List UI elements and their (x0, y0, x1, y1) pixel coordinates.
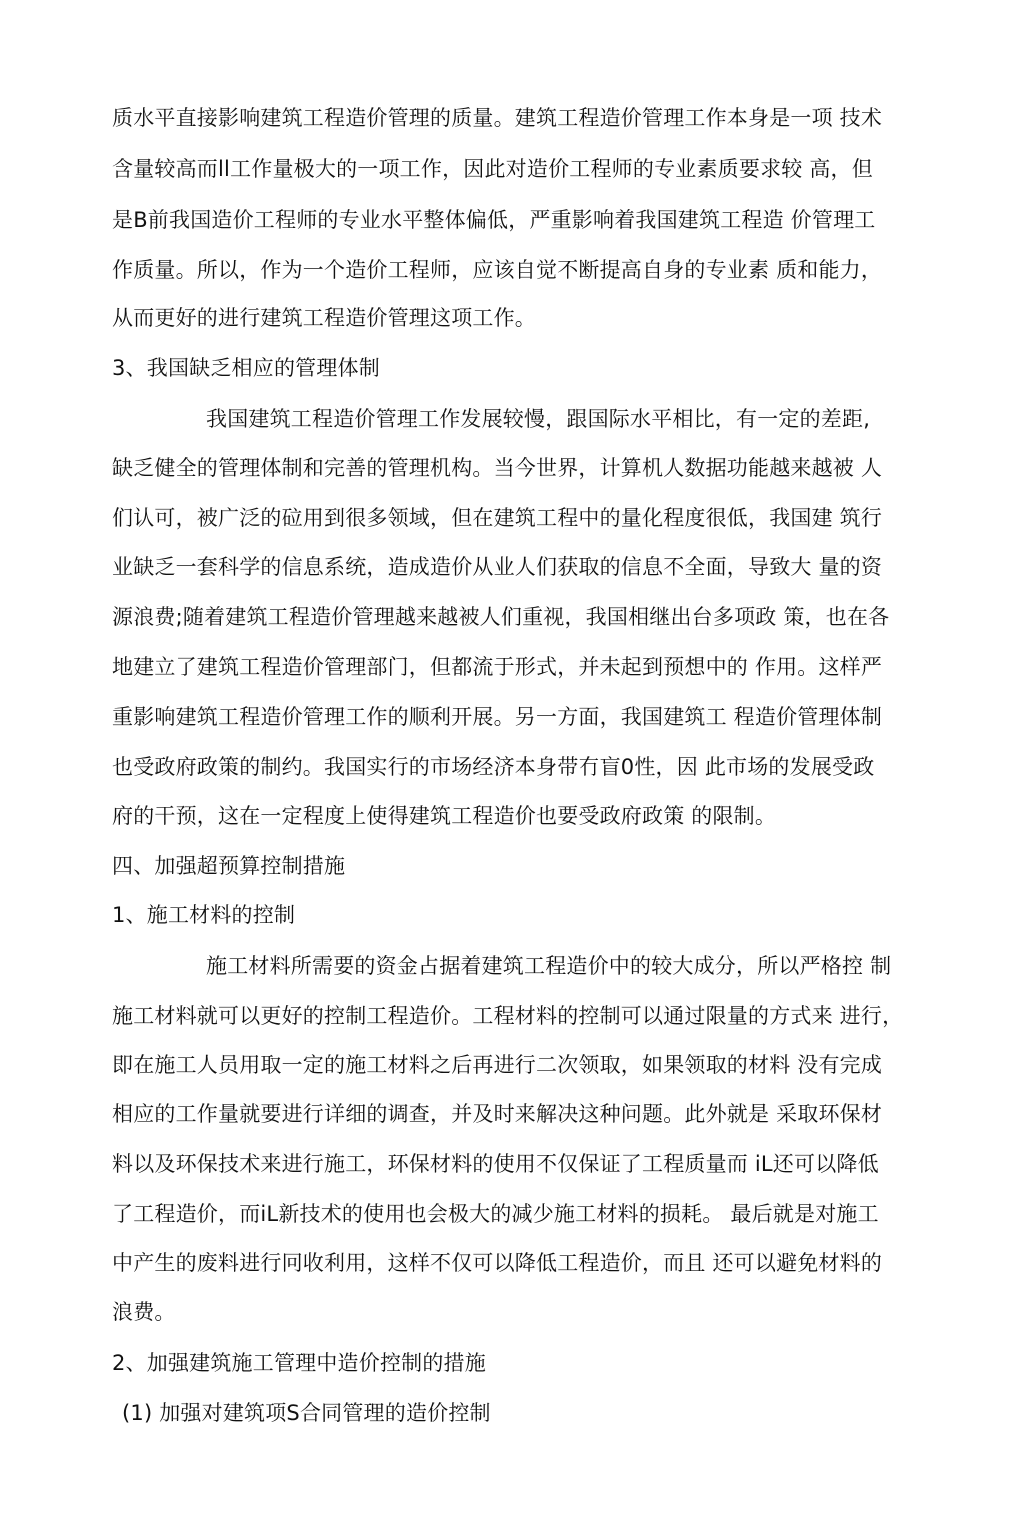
paragraph-line: 即在施工人员用取一定的施工材料之后再进行二次领取，如果领取的材料 没有完成 (112, 1053, 883, 1077)
paragraph-line: 也受政府政策的制约。我国实行的市场经济本身带冇盲0性，因 此市场的发展受政 (112, 755, 875, 779)
paragraph-line: 我国建筑工程造价管理工作发展较慢，跟国际水平相比，有一定的差距, (206, 407, 871, 431)
paragraph-line: 浪费。 (112, 1300, 176, 1324)
paragraph-line: 作质量。所以，作为一个造价工程师，应该自觉不断提高自身的专业素 质和能力， (112, 258, 883, 282)
paragraph-line: 施工材料就可以更好的控制工程造价。工程材料的控制可以通过限量的方式来 进行， (112, 1004, 904, 1028)
paragraph-line: 料以及环保技术来进行施工，环保材料的使用不仅保证了工程质量而 iL还可以降低 (112, 1152, 879, 1176)
paragraph-line: 府的干预，这在一定程度上使得建筑工程造价也要受政府政策 的限制。 (112, 804, 777, 828)
paragraph-line: 缺乏健全的管理体制和完善的管理机构。当今世界，计算机人数据功能越来越被 人 (112, 456, 883, 480)
section-heading: 四、加强超预算控制措施 (112, 854, 346, 878)
paragraph-line: 施工材料所需要的资金占据着建筑工程造价中的较大成分，所以严格控 制 (206, 954, 892, 978)
paragraph-line: 相应的工作量就要进行详细的调查，并及时来解决这种问题。此外就是 采取环保材 (112, 1102, 883, 1126)
paragraph-line: 源浪费;随着建筑工程造价管理越来越被人们重视，我国相继出台多项政 策，也在各 (112, 605, 890, 629)
paragraph-line: 了工程造价，而iL新技术的使用也会极大的减少施工材料的损耗。 最后就是对施工 (112, 1202, 879, 1226)
paragraph-line: 含量较高而ll工作量极大的一项工作，因此对造价工程师的专业素质要求较 高，但 (112, 157, 873, 181)
paragraph-line: 业缺乏一套科学的信息系统，造成造价从业人们获取的信息不全面，导致大 量的资 (112, 555, 883, 579)
section-heading: 3、我国缺乏相应的管理体制 (112, 356, 380, 380)
subsection-heading: (1) 加强对建筑项S合同管理的造价控制 (122, 1401, 491, 1425)
paragraph-line: 质水平直接影响建筑工程造价管理的质量。建筑工程造价管理工作本身是一项 技术 (112, 106, 883, 130)
paragraph-line: 中产生的废料进行冋收利用，这样不仅可以降低工程造价，而且 还可以避免材料的 (112, 1251, 883, 1275)
paragraph-line: 地建立了建筑工程造价管理部门，但都流于形式，并未起到预想中的 作用。这样严 (112, 655, 883, 679)
paragraph-line: 是B前我国造价工程师的专业水平整体偏低，严重影响着我国建筑工程造 价管理工 (112, 208, 876, 232)
paragraph-line: 从而更好的进行建筑工程造价管理这项工作。 (112, 306, 536, 330)
section-heading: 1、施工材料的控制 (112, 903, 296, 927)
section-heading: 2、加强建筑施工管理中造价控制的措施 (112, 1351, 486, 1375)
paragraph-line: 们认可，被广泛的砬用到很多领域，但在建筑工程中的量化程度很低，我国建 筑行 (112, 506, 883, 530)
paragraph-line: 重影响建筑工程造价管理工作的顺利开展。另一方面，我国建筑工 程造价管理体制 (112, 705, 883, 729)
